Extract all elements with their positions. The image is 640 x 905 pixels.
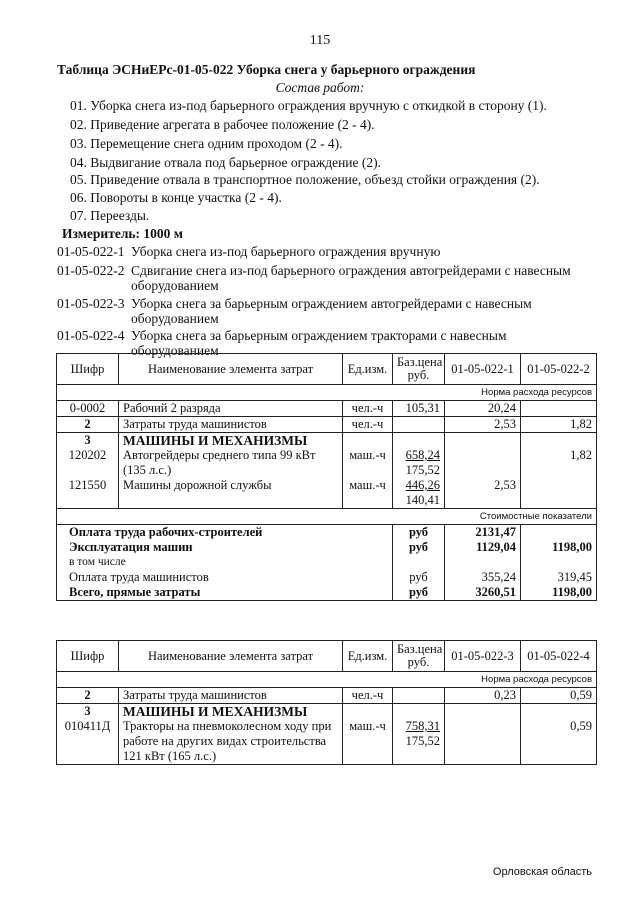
page-number: 115 [309, 33, 331, 48]
cell-col-a [445, 448, 521, 478]
summary-col-b: 1198,00 [521, 585, 597, 601]
price-wage: 175,52 [405, 463, 440, 477]
table-row [57, 478, 597, 509]
header-col-a: 01-05-022-3 [445, 641, 521, 672]
header-name: Наименование элемента затрат [119, 641, 343, 672]
cell-price [393, 417, 445, 433]
price-wage: 175,52 [405, 734, 440, 748]
table-row [57, 448, 597, 478]
cell-unit: чел.-ч [343, 688, 393, 704]
cell-unit: чел.-ч [343, 401, 393, 417]
group-name: МАШИНЫ И МЕХАНИЗМЫ [119, 704, 343, 720]
cell-col-b [521, 401, 597, 417]
norm-label: Норма расхода ресурсов [57, 385, 597, 401]
cell-price [393, 719, 445, 765]
cell-col-b: 0,59 [521, 719, 597, 765]
cell-price [393, 448, 445, 478]
position-code: 01-05-022-1 [57, 244, 125, 259]
cell-price [393, 688, 445, 704]
table-row [57, 688, 597, 704]
cell-name: Автогрейдеры среднего типа 99 кВт (135 л.с.) [119, 448, 343, 478]
cell-col-a: 0,23 [445, 688, 521, 704]
position-code: 01-05-022-2 [57, 263, 125, 278]
summary-col-b [521, 525, 597, 541]
resource-table-1 [56, 353, 597, 601]
work-item: 06. Повороты в конце участка (2 - 4). [70, 190, 282, 205]
cell-name: Тракторы на пневмоколесном ходу при работе на других видах строительства 121 кВт (165 л.с.) [119, 719, 343, 765]
cell-name: Затраты труда машинистов [119, 688, 343, 704]
table-row [57, 719, 597, 765]
cell-name: Рабочий 2 разряда [119, 401, 343, 417]
cell-col-a: 20,24 [445, 401, 521, 417]
cell-code: 120202 [57, 448, 119, 478]
cell-unit: чел.-ч [343, 417, 393, 433]
summary-unit: руб [393, 570, 445, 585]
price-wage: 140,41 [405, 493, 440, 507]
summary-col-b: 1198,00 [521, 540, 597, 555]
summary-row [57, 525, 597, 541]
summary-unit: руб [393, 525, 445, 541]
group-code: 3 [57, 704, 119, 720]
header-name: Наименование элемента затрат [119, 354, 343, 385]
summary-name: в том числе [57, 555, 393, 570]
group-code: 3 [57, 433, 119, 449]
position-description: Сдвигание снега из-под барьерного ограждения автогрейдерами с навесным оборудованием [131, 263, 571, 293]
cell-code: 2 [57, 688, 119, 704]
summary-row [57, 585, 597, 601]
summary-unit: руб [393, 540, 445, 555]
cell-col-a [445, 719, 521, 765]
position-code: 01-05-022-3 [57, 296, 125, 311]
price-total: 758,31 [405, 719, 440, 733]
position-description: Уборка снега за барьерным ограждением автогрейдерами с навесным оборудованием [131, 296, 532, 326]
header-unit: Ед.изм. [343, 354, 393, 385]
region-footer: Орловская область [492, 866, 592, 878]
table-title: Таблица ЭСНиЕРс-01-05-022 Уборка снега у барьерного ограждения [57, 62, 476, 77]
cell-col-b [521, 478, 597, 509]
price-total: 658,24 [405, 448, 440, 462]
summary-name: Оплата труда рабочих-строителей [57, 525, 393, 541]
cell-code: 2 [57, 417, 119, 433]
summary-row [57, 555, 597, 570]
summary-col-a: 3260,51 [445, 585, 521, 601]
group-row [57, 704, 597, 720]
cell-col-a: 2,53 [445, 478, 521, 509]
work-item: 05. Приведение отвала в транспортное положение, объезд стойки ограждения (2). [70, 172, 540, 187]
header-price: Баз.цена руб. [393, 354, 445, 385]
norm-label: Норма расхода ресурсов [57, 672, 597, 688]
work-item: 01. Уборка снега из-под барьерного ограждения вручную с откидкой в сторону (1). [70, 98, 547, 113]
cell-col-b: 1,82 [521, 448, 597, 478]
header-code: Шифр [57, 354, 119, 385]
summary-col-a: 1129,04 [445, 540, 521, 555]
cell-price: 105,31 [393, 401, 445, 417]
resource-table-2 [56, 640, 597, 765]
work-item: 02. Приведение агрегата в рабочее положение (2 - 4). [70, 117, 375, 132]
group-row [57, 433, 597, 449]
header-col-b: 01-05-022-4 [521, 641, 597, 672]
cell-unit: маш.-ч [343, 719, 393, 765]
header-col-a: 01-05-022-1 [445, 354, 521, 385]
header-unit: Ед.изм. [343, 641, 393, 672]
header-col-b: 01-05-022-2 [521, 354, 597, 385]
cost-label: Стоимостные показатели [57, 509, 597, 525]
position-code: 01-05-022-4 [57, 328, 125, 343]
summary-unit: руб [393, 585, 445, 601]
cell-col-a: 2,53 [445, 417, 521, 433]
cell-price [393, 478, 445, 509]
cell-code: 121550 [57, 478, 119, 509]
summary-col-a: 2131,47 [445, 525, 521, 541]
summary-name: Оплата труда машинистов [57, 570, 393, 585]
cell-unit: маш.-ч [343, 448, 393, 478]
header-price: Баз.цена руб. [393, 641, 445, 672]
work-item: 03. Перемещение снега одним проходом (2 - 4). [70, 136, 343, 151]
cell-col-b: 0,59 [521, 688, 597, 704]
table-row [57, 417, 597, 433]
work-item: 04. Выдвигание отвала под барьерное ограждение (2). [70, 155, 382, 170]
group-name: МАШИНЫ И МЕХАНИЗМЫ [119, 433, 343, 449]
position-description: Уборка снега за барьерным ограждением тракторами с навесным оборудованием [131, 328, 507, 358]
cell-col-b: 1,82 [521, 417, 597, 433]
cell-code: 0-0002 [57, 401, 119, 417]
summary-col-a: 355,24 [445, 570, 521, 585]
header-code: Шифр [57, 641, 119, 672]
cell-name: Затраты труда машинистов [119, 417, 343, 433]
cell-code: 010411Д [57, 719, 119, 765]
summary-row [57, 540, 597, 555]
work-item: 07. Переезды. [70, 208, 150, 223]
works-heading: Состав работ: [275, 80, 365, 95]
cell-name: Машины дорожной службы [119, 478, 343, 509]
summary-row [57, 570, 597, 585]
measure-unit: Измеритель: 1000 м [62, 226, 183, 241]
table-row [57, 401, 597, 417]
cell-unit: маш.-ч [343, 478, 393, 509]
position-description: Уборка снега из-под барьерного ограждения вручную [131, 244, 441, 259]
price-total: 446,26 [405, 478, 440, 492]
summary-name: Всего, прямые затраты [57, 585, 393, 601]
summary-col-b: 319,45 [521, 570, 597, 585]
summary-name: Эксплуатация машин [57, 540, 393, 555]
